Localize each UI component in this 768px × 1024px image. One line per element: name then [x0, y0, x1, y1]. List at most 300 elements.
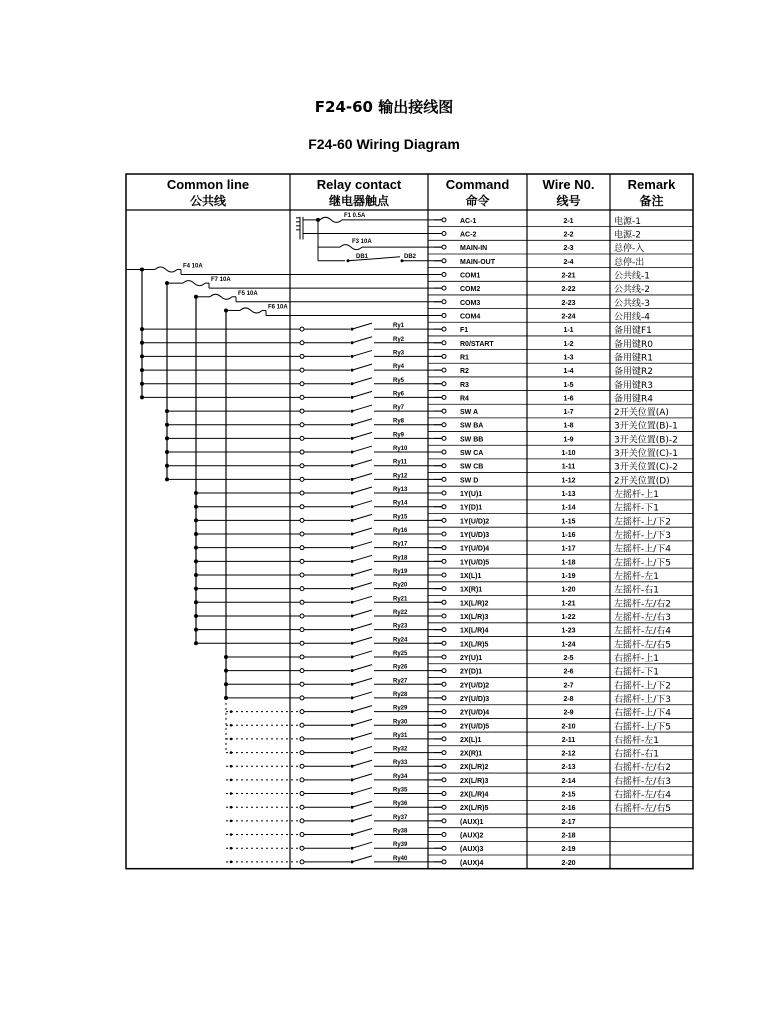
- relay-switch: [352, 678, 372, 684]
- relay-label: Ry19: [393, 568, 408, 575]
- relay-terminal: [300, 805, 304, 809]
- terminal-ring: [442, 860, 446, 864]
- fuse-f1-label: F1 0.5A: [344, 212, 366, 219]
- wire-number: 2-19: [561, 846, 576, 854]
- command-label: 1X(R)1: [460, 586, 483, 594]
- aux-dot: [230, 765, 233, 768]
- command-label: 1Y(D)1: [460, 504, 483, 512]
- relay-switch: [352, 378, 372, 384]
- relay-label: Ry9: [393, 432, 405, 439]
- command-label: COM3: [460, 299, 481, 307]
- fuse-f3-label: F3 10A: [352, 239, 372, 246]
- relay-label: Ry20: [393, 582, 408, 589]
- remark-label: 左摇杆-上/下3: [614, 531, 672, 542]
- terminal-ring: [442, 395, 446, 399]
- relay-label: Ry25: [393, 650, 408, 657]
- relay-label: Ry23: [393, 623, 408, 630]
- relay-label: Ry33: [393, 760, 408, 767]
- command-label: SW BA: [460, 422, 484, 430]
- relay-switch: [352, 446, 372, 452]
- command-label: SW BB: [460, 436, 484, 444]
- relay-label: Ry2: [393, 336, 405, 343]
- command-label: MAIN-OUT: [460, 258, 495, 266]
- command-label: AC-1: [460, 217, 477, 225]
- relay-label: Ry29: [393, 705, 408, 712]
- command-label: F1: [460, 327, 469, 335]
- relay-terminal: [300, 682, 304, 686]
- relay-label: Ry1: [393, 323, 405, 330]
- fuse-f4: [155, 267, 177, 272]
- terminal-ring: [442, 505, 446, 509]
- relay-switch: [352, 719, 372, 725]
- command-label: 1X(L/R)4: [460, 627, 489, 635]
- relay-terminal: [300, 382, 304, 386]
- relay-label: Ry21: [393, 596, 408, 603]
- header-3-cn: 命令: [465, 194, 490, 208]
- wire-number: 1-4: [563, 368, 574, 376]
- remark-label: 3开关位置(C)-1: [614, 449, 679, 460]
- wire-number: 2-11: [561, 736, 576, 744]
- terminal-ring: [442, 751, 446, 755]
- terminal-ring: [442, 778, 446, 782]
- relay-switch: [352, 651, 372, 657]
- relay-switch: [352, 706, 372, 712]
- header-5-cn: 备注: [639, 194, 664, 208]
- relay-terminal: [300, 327, 304, 331]
- relay-label: Ry11: [393, 459, 408, 466]
- terminal-ring: [442, 436, 446, 440]
- remark-label: 左摇杆-上/下4: [614, 544, 672, 555]
- terminal-ring: [442, 833, 446, 837]
- wire-number: 1-9: [563, 436, 574, 444]
- relay-terminal: [300, 696, 304, 700]
- command-label: 2Y(D)1: [460, 668, 483, 676]
- wire-number: 2-17: [561, 818, 576, 826]
- terminal-ring: [442, 382, 446, 386]
- relay-terminal: [300, 710, 304, 714]
- terminal-ring: [442, 846, 446, 850]
- wire-number: 2-23: [561, 299, 576, 307]
- relay-switch: [352, 391, 372, 397]
- relay-switch: [352, 419, 372, 425]
- remark-label: 总停-出: [614, 257, 645, 268]
- command-label: 2X(R)1: [460, 750, 483, 758]
- relay-label: Ry10: [393, 446, 408, 453]
- remark-label: 总停-入: [614, 244, 645, 255]
- relay-switch: [352, 501, 372, 507]
- relay-switch: [352, 733, 372, 739]
- remark-label: 右摇杆-下1: [614, 667, 659, 678]
- terminal-ring: [442, 300, 446, 304]
- fuse-f6: [240, 308, 262, 313]
- relay-terminal: [300, 778, 304, 782]
- relay-label: Ry30: [393, 719, 408, 726]
- command-label: 2Y(U/D)3: [460, 695, 490, 703]
- fuse-f5-label: F5 10A: [238, 290, 258, 297]
- terminal-ring: [442, 696, 446, 700]
- relay-terminal: [300, 395, 304, 399]
- relay-switch: [352, 583, 372, 589]
- relay-label: Ry40: [393, 855, 408, 862]
- remark-label: 右摇杆-左/右5: [614, 804, 672, 815]
- terminal-ring: [442, 245, 446, 249]
- relay-terminal: [300, 723, 304, 727]
- command-label: SW A: [460, 409, 479, 417]
- terminal-ring: [442, 341, 446, 345]
- aux-dot: [230, 710, 233, 713]
- terminal-ring: [442, 559, 446, 563]
- aux-dot: [230, 861, 233, 864]
- relay-terminal: [300, 819, 304, 823]
- remark-label: 左摇杆-左/右2: [614, 599, 672, 610]
- wire-number: 1-20: [561, 586, 576, 594]
- header-5-en: Remark: [627, 177, 676, 192]
- terminal-ring: [442, 669, 446, 673]
- wire-number: 1-1: [563, 327, 574, 335]
- relay-switch: [352, 596, 372, 602]
- wire-number: 2-16: [561, 805, 576, 813]
- command-label: 1Y(U)1: [460, 491, 483, 499]
- relay-switch: [352, 760, 372, 766]
- command-label: 1X(L/R)2: [460, 600, 489, 608]
- header-1-cn: 公共线: [189, 194, 227, 208]
- terminal-ring: [442, 628, 446, 632]
- remark-label: 右摇杆-左/右2: [614, 763, 672, 774]
- command-label: R0/START: [460, 340, 494, 348]
- relay-terminal: [300, 792, 304, 796]
- terminal-ring: [442, 710, 446, 714]
- wire-number: 2-6: [563, 668, 574, 676]
- terminal-ring: [442, 819, 446, 823]
- remark-label: 公共线-3: [614, 298, 650, 309]
- relay-switch: [352, 323, 372, 329]
- remark-label: 左摇杆-左/右5: [614, 640, 672, 651]
- terminal-ring: [442, 655, 446, 659]
- remark-label: 公共线-2: [614, 285, 650, 296]
- relay-label: Ry26: [393, 664, 408, 671]
- relay-terminal: [300, 505, 304, 509]
- remark-label: 右摇杆-上/下5: [614, 722, 672, 733]
- relay-terminal: [300, 354, 304, 358]
- relay-terminal: [300, 491, 304, 495]
- remark-label: 右摇杆-上/下3: [614, 694, 672, 705]
- db2-label: DB2: [404, 253, 417, 260]
- relay-terminal: [300, 573, 304, 577]
- command-label: 1X(L/R)5: [460, 641, 489, 649]
- terminal-ring: [442, 218, 446, 222]
- wire-number: 2-14: [561, 777, 576, 785]
- relay-terminal: [300, 751, 304, 755]
- aux-dot: [230, 792, 233, 795]
- remark-label: 左摇杆-上/下5: [614, 558, 672, 569]
- wire-number: 2-4: [563, 258, 574, 266]
- relay-label: Ry24: [393, 637, 408, 644]
- fuse-f4-label: F4 10A: [183, 263, 203, 270]
- wire-number: 1-18: [561, 559, 576, 567]
- relay-switch: [352, 337, 372, 343]
- wire-number: 2-12: [561, 750, 576, 758]
- remark-label: 公共线-1: [614, 271, 650, 282]
- command-label: COM4: [460, 313, 481, 321]
- wire-number: 2-2: [563, 231, 574, 239]
- remark-label: 右摇杆-左/右3: [614, 776, 672, 787]
- wire-number: 2-24: [561, 313, 576, 321]
- command-label: AC-2: [460, 231, 477, 239]
- relay-label: Ry39: [393, 842, 408, 849]
- remark-label: 3开关位置(B)-1: [614, 421, 678, 432]
- terminal-ring: [442, 792, 446, 796]
- wire-number: 1-8: [563, 422, 574, 430]
- aux-dot: [230, 724, 233, 727]
- relay-terminal: [300, 409, 304, 413]
- terminal-ring: [442, 641, 446, 645]
- terminal-ring: [442, 573, 446, 577]
- command-label: 1Y(U/D)3: [460, 532, 490, 540]
- wire-number: 1-14: [561, 504, 576, 512]
- relay-terminal: [300, 833, 304, 837]
- relay-terminal: [300, 860, 304, 864]
- wire-number: 2-10: [561, 723, 576, 731]
- wire-number: 2-18: [561, 832, 576, 840]
- relay-switch: [352, 364, 372, 370]
- remark-label: 左摇杆-下1: [614, 503, 659, 514]
- terminal-ring: [442, 272, 446, 276]
- relay-switch: [352, 692, 372, 698]
- relay-terminal: [300, 436, 304, 440]
- relay-switch: [352, 569, 372, 575]
- remark-label: 电源-2: [614, 230, 641, 241]
- relay-label: Ry36: [393, 801, 408, 808]
- terminal-ring: [442, 231, 446, 235]
- relay-label: Ry17: [393, 541, 408, 548]
- relay-switch: [352, 788, 372, 794]
- header-2-cn: 继电器触点: [328, 194, 390, 208]
- relay-terminal: [300, 628, 304, 632]
- terminal-ring: [442, 600, 446, 604]
- wire-number: 1-13: [561, 491, 576, 499]
- command-label: 2X(L/R)3: [460, 777, 489, 785]
- relay-terminal: [300, 518, 304, 522]
- remark-label: 备用键R2: [614, 367, 653, 378]
- command-label: R3: [460, 381, 469, 389]
- wire-number: 1-6: [563, 395, 574, 403]
- remark-label: 公用线-4: [614, 312, 650, 323]
- wire-number: 1-7: [563, 409, 574, 417]
- command-label: (AUX)3: [460, 846, 484, 854]
- relay-label: Ry34: [393, 773, 408, 780]
- relay-terminal: [300, 641, 304, 645]
- command-label: COM2: [460, 286, 481, 294]
- aux-dot: [230, 820, 233, 823]
- remark-label: 备用键R1: [614, 353, 653, 364]
- fuse-f1: [320, 217, 342, 222]
- relay-switch: [352, 842, 372, 848]
- remark-label: 备用键R4: [614, 394, 653, 405]
- command-label: 1X(L)1: [460, 572, 482, 580]
- wire-number: 1-3: [563, 354, 574, 362]
- relay-label: Ry3: [393, 350, 405, 357]
- aux-dot: [230, 833, 233, 836]
- terminal-ring: [442, 587, 446, 591]
- command-label: R4: [460, 395, 469, 403]
- relay-switch: [352, 610, 372, 616]
- command-label: 2Y(U/D)5: [460, 723, 490, 731]
- relay-terminal: [300, 846, 304, 850]
- relay-switch: [352, 774, 372, 780]
- terminal-ring: [442, 313, 446, 317]
- relay-label: Ry27: [393, 678, 408, 685]
- remark-label: 备用键F1: [614, 326, 652, 337]
- relay-label: Ry35: [393, 787, 408, 794]
- relay-terminal: [300, 559, 304, 563]
- relay-terminal: [300, 655, 304, 659]
- relay-switch: [352, 460, 372, 466]
- command-label: 1Y(U/D)2: [460, 518, 490, 526]
- wire-number: 2-1: [563, 217, 574, 225]
- relay-label: Ry15: [393, 514, 408, 521]
- remark-label: 右摇杆-左1: [614, 735, 659, 746]
- relay-switch: [352, 637, 372, 643]
- db1-label: DB1: [356, 253, 369, 260]
- relay-label: Ry38: [393, 828, 408, 835]
- remark-label: 2开关位置(A): [614, 408, 669, 419]
- relay-switch: [352, 856, 372, 862]
- header-2-en: Relay contact: [316, 177, 402, 192]
- wire-number: 2-3: [563, 245, 574, 253]
- relay-label: Ry28: [393, 691, 408, 698]
- command-label: (AUX)1: [460, 818, 484, 826]
- relay-switch: [352, 350, 372, 356]
- wire-number: 2-8: [563, 695, 574, 703]
- fuse-f6-label: F6 10A: [268, 304, 288, 311]
- remark-label: 右摇杆-上1: [614, 653, 659, 664]
- command-label: COM1: [460, 272, 481, 280]
- wire-number: 1-24: [561, 641, 576, 649]
- terminal-ring: [442, 546, 446, 550]
- relay-terminal: [300, 477, 304, 481]
- relay-switch: [352, 542, 372, 548]
- wire-number: 1-22: [561, 613, 576, 621]
- relay-switch: [352, 829, 372, 835]
- relay-label: Ry16: [393, 528, 408, 535]
- relay-label: Ry32: [393, 746, 408, 753]
- command-label: SW D: [460, 477, 479, 485]
- wire-number: 2-20: [561, 859, 576, 867]
- relay-terminal: [300, 546, 304, 550]
- wire-number: 1-11: [561, 463, 576, 471]
- relay-label: Ry8: [393, 418, 405, 425]
- wire-number: 2-21: [561, 272, 576, 280]
- wire-number: 1-21: [561, 600, 576, 608]
- remark-label: 右摇杆-左/右4: [614, 790, 672, 801]
- wire-number: 2-13: [561, 764, 576, 772]
- relay-terminal: [300, 368, 304, 372]
- command-label: R2: [460, 368, 469, 376]
- relay-label: Ry5: [393, 377, 405, 384]
- relay-label: Ry13: [393, 487, 408, 494]
- relay-switch: [352, 555, 372, 561]
- remark-label: 左摇杆-上1: [614, 490, 659, 501]
- relay-label: Ry7: [393, 405, 405, 412]
- wire-number: 1-2: [563, 340, 574, 348]
- command-label: 2X(L)1: [460, 736, 482, 744]
- page-title-cn: F24-60 输出接线图: [314, 98, 454, 116]
- header-1-en: Common line: [166, 177, 250, 192]
- command-label: 1X(L/R)3: [460, 613, 489, 621]
- wire-number: 1-10: [561, 450, 576, 458]
- command-label: 2X(L/R)4: [460, 791, 489, 799]
- command-label: 2Y(U/D)4: [460, 709, 490, 717]
- wire-number: 2-7: [563, 682, 574, 690]
- relay-label: Ry37: [393, 814, 408, 821]
- wire-number: 1-5: [563, 381, 574, 389]
- command-label: SW CA: [460, 450, 484, 458]
- command-label: SW CB: [460, 463, 484, 471]
- wire-number: 1-16: [561, 532, 576, 540]
- terminal-ring: [442, 368, 446, 372]
- remark-label: 备用键R3: [614, 380, 653, 391]
- command-label: 2Y(U/D)2: [460, 682, 490, 690]
- wire-number: 2-15: [561, 791, 576, 799]
- remark-label: 左摇杆-右1: [614, 585, 659, 596]
- command-label: (AUX)2: [460, 832, 484, 840]
- relay-switch: [352, 815, 372, 821]
- command-label: 2X(L/R)2: [460, 764, 489, 772]
- terminal-ring: [442, 327, 446, 331]
- relay-terminal: [300, 423, 304, 427]
- wire-number: 2-5: [563, 654, 574, 662]
- wire-number: 1-23: [561, 627, 576, 635]
- remark-label: 右摇杆-上/下2: [614, 681, 672, 692]
- relay-switch: [352, 432, 372, 438]
- remark-label: 左摇杆-左/右3: [614, 612, 672, 623]
- remark-label: 3开关位置(B)-2: [614, 435, 678, 446]
- relay-switch: [352, 405, 372, 411]
- terminal-ring: [442, 723, 446, 727]
- remark-label: 右摇杆-上/下4: [614, 708, 672, 719]
- relay-terminal: [300, 764, 304, 768]
- relay-terminal: [300, 614, 304, 618]
- relay-terminal: [300, 464, 304, 468]
- aux-dot: [230, 779, 233, 782]
- relay-switch: [352, 801, 372, 807]
- command-label: MAIN-IN: [460, 245, 488, 253]
- terminal-ring: [442, 518, 446, 522]
- relay-terminal: [300, 341, 304, 345]
- relay-label: Ry4: [393, 364, 405, 371]
- command-label: 1Y(U/D)5: [460, 559, 490, 567]
- terminal-ring: [442, 286, 446, 290]
- command-label: 2X(L/R)5: [460, 805, 489, 813]
- wire-number: 2-9: [563, 709, 574, 717]
- terminal-ring: [442, 805, 446, 809]
- remark-label: 2开关位置(D): [614, 476, 670, 487]
- terminal-ring: [442, 614, 446, 618]
- relay-switch: [352, 487, 372, 493]
- relay-label: Ry12: [393, 473, 408, 480]
- remark-label: 3开关位置(C)-2: [614, 462, 679, 473]
- command-label: R1: [460, 354, 469, 362]
- terminal-ring: [442, 737, 446, 741]
- aux-dot: [230, 806, 233, 809]
- relay-switch: [352, 624, 372, 630]
- relay-terminal: [300, 450, 304, 454]
- aux-dot: [230, 847, 233, 850]
- remark-label: 左摇杆-左1: [614, 571, 659, 582]
- relay-switch: [352, 528, 372, 534]
- relay-label: Ry18: [393, 555, 408, 562]
- relay-switch: [352, 514, 372, 520]
